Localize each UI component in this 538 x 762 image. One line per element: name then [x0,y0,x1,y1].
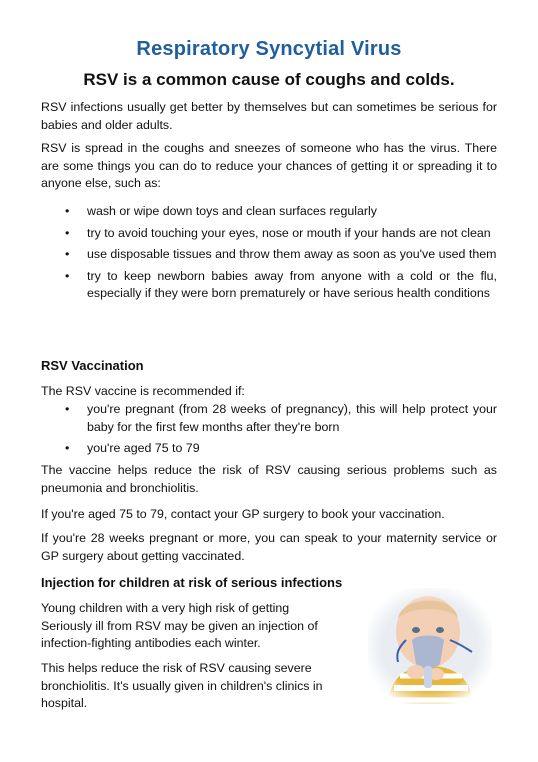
vaccination-heading: RSV Vaccination [41,358,144,373]
list-item: • use disposable tissues and throw them away as soon as you've used them [41,246,497,264]
bullet-icon: • [65,441,70,456]
vaccination-paragraph-2: If you're aged 75 to 79, contact your GP surgery to book your vaccination. [41,507,445,521]
prevention-list [41,203,497,307]
bullet-icon: • [65,268,70,283]
vaccination-paragraph-3: If you're 28 weeks pregnant or more, you can speak to your maternity service or GP surgery about getting vaccinated. [41,531,497,563]
vaccination-lead: The RSV vaccine is recommended if: [41,384,245,398]
list-item: • wash or wipe down toys and clean surfaces regularly [41,203,497,221]
vaccination-paragraph-1: The vaccine helps reduce the risk of RSV causing serious problems such as pneumonia and bronchiolitis. [41,463,497,495]
intro-paragraph-2: RSV is spread in the coughs and sneezes of someone who has the virus. There are some things you can do to reduce your chances of getting it or spreading it to anyone else, such as: [41,141,497,191]
bullet-icon: • [65,204,70,218]
child-with-nebulizer-photo [368,588,492,704]
vaccination-list [41,401,497,462]
list-item: • you're pregnant (from 28 weeks of pregnancy), this will help protect your baby for the first few months after they're born [65,402,497,434]
bullet-icon: • [65,402,70,416]
injection-paragraph-1: Young children with a very high risk of getting Seriously ill from RSV may be given an injection of infection-fighting antibodies each winter. [41,601,318,651]
bullet-icon: • [65,225,70,240]
document-title: Respiratory Syncytial Virus [136,38,402,60]
injection-heading: Injection for children at risk of serious infections [41,575,343,590]
injection-paragraph-2: This helps reduce the risk of RSV causing severe bronchiolitis. It's usually given in children's clinics in hospital. [41,661,323,711]
bullet-icon: • [65,247,70,262]
list-item: • you're aged 75 to 79 [41,440,497,458]
intro-paragraph-1: RSV infections usually get better by themselves but can sometimes be serious for babies and older adults. [41,100,497,132]
document-subtitle: RSV is a common cause of coughs and colds. [83,70,455,89]
list-item: • try to keep newborn babies away from anyone with a cold or the flu, especially if they were born prematurely or have serious health conditions [65,268,497,301]
list-item: • try to avoid touching your eyes, nose or mouth if your hands are not clean [41,225,497,243]
